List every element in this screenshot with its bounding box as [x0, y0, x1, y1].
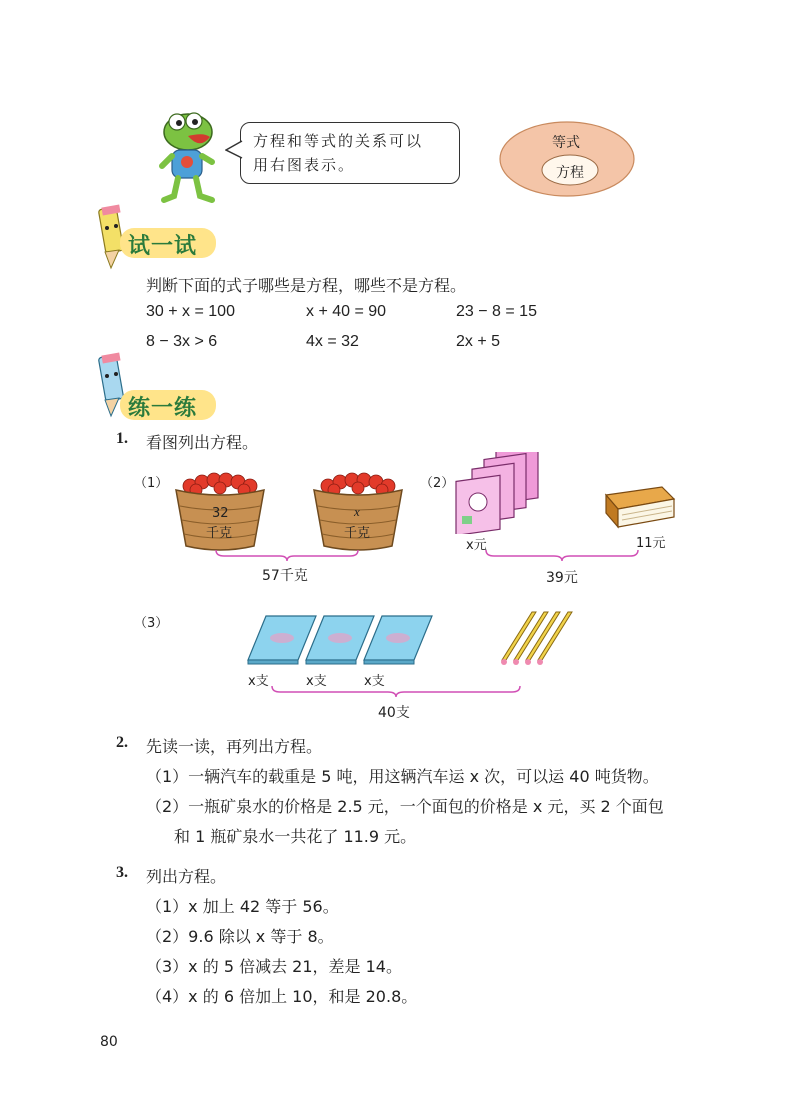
expression-5: 4x = 32	[306, 333, 359, 350]
expression-4: 8 − 3x > 6	[146, 333, 218, 350]
total-price: 39元	[546, 570, 578, 586]
book-price-text: x元	[466, 538, 487, 553]
bubble-tail	[225, 140, 243, 160]
try-section-title: 试一试	[128, 234, 198, 259]
frog-mascot-icon	[158, 110, 220, 205]
q3-item-3: （3）x 的 5 倍减去 21，差是 14。	[146, 957, 402, 976]
bubble-line-2: 用右图表示。	[253, 156, 356, 174]
q1-part3-label: （3）	[134, 616, 169, 631]
page-number: 80	[100, 1034, 118, 1050]
box3-count: x支	[364, 674, 385, 689]
expression-3: 23 − 8 = 15	[456, 303, 537, 320]
try-instruction: 判断下面的式子哪些是方程，哪些不是方程。	[146, 276, 467, 295]
q3-item-4: （4）x 的 6 倍加上 10，和是 20.8。	[146, 987, 418, 1006]
expression-2: x + 40 = 90	[306, 303, 387, 320]
q3-item-2: （2）9.6 除以 x 等于 8。	[146, 927, 334, 946]
pencil-box-icon	[362, 612, 434, 666]
pencils-icon	[496, 608, 580, 668]
brace-1	[214, 548, 360, 562]
q3-text: 列出方程。	[146, 867, 227, 886]
box2-count: x支	[306, 674, 327, 689]
expression-1: 30 + x = 100	[146, 303, 235, 320]
speech-bubble	[240, 122, 460, 184]
total-weight: 57千克	[262, 568, 308, 584]
q1-number: 1.	[116, 430, 128, 447]
box1-count: x支	[248, 674, 269, 689]
stack-of-books-icon	[452, 452, 550, 534]
q1-part2-label: （2）	[420, 476, 455, 491]
dictionary-price: 11元	[636, 536, 666, 551]
q2-number: 2.	[116, 734, 128, 751]
venn-outer-label: 等式	[552, 135, 580, 151]
brace-2	[484, 548, 640, 562]
venn-inner-label: 方程	[556, 165, 584, 181]
q2-item-2-line-2: 和 1 瓶矿泉水一共花了 11.9 元。	[174, 827, 417, 846]
total-count: 40支	[378, 705, 410, 721]
q2-item-2-line-1: （2）一瓶矿泉水的价格是 2.5 元，一个面包的价格是 x 元，买 2 个面包	[146, 797, 664, 816]
practice-section-title: 练一练	[128, 396, 198, 421]
basket2-unit: 千克	[344, 526, 371, 541]
q3-item-1: （1）x 加上 42 等于 56。	[146, 897, 339, 916]
q1-text: 看图列出方程。	[146, 433, 259, 452]
basket1-unit: 千克	[206, 526, 233, 541]
q2-text: 先读一读，再列出方程。	[146, 737, 323, 756]
q2-item-1: （1）一辆汽车的载重是 5 吨，用这辆汽车运 x 次，可以运 40 吨货物。	[146, 767, 659, 786]
basket2-weight: x	[354, 504, 360, 519]
brace-3	[270, 684, 522, 698]
q3-number: 3.	[116, 864, 128, 881]
expression-6: 2x + 5	[456, 333, 501, 350]
basket1-weight: 32	[212, 506, 229, 521]
q1-part1-label: （1）	[134, 476, 169, 491]
dictionary-icon	[602, 485, 678, 529]
bubble-line-1: 方程和等式的关系可以	[253, 132, 424, 150]
